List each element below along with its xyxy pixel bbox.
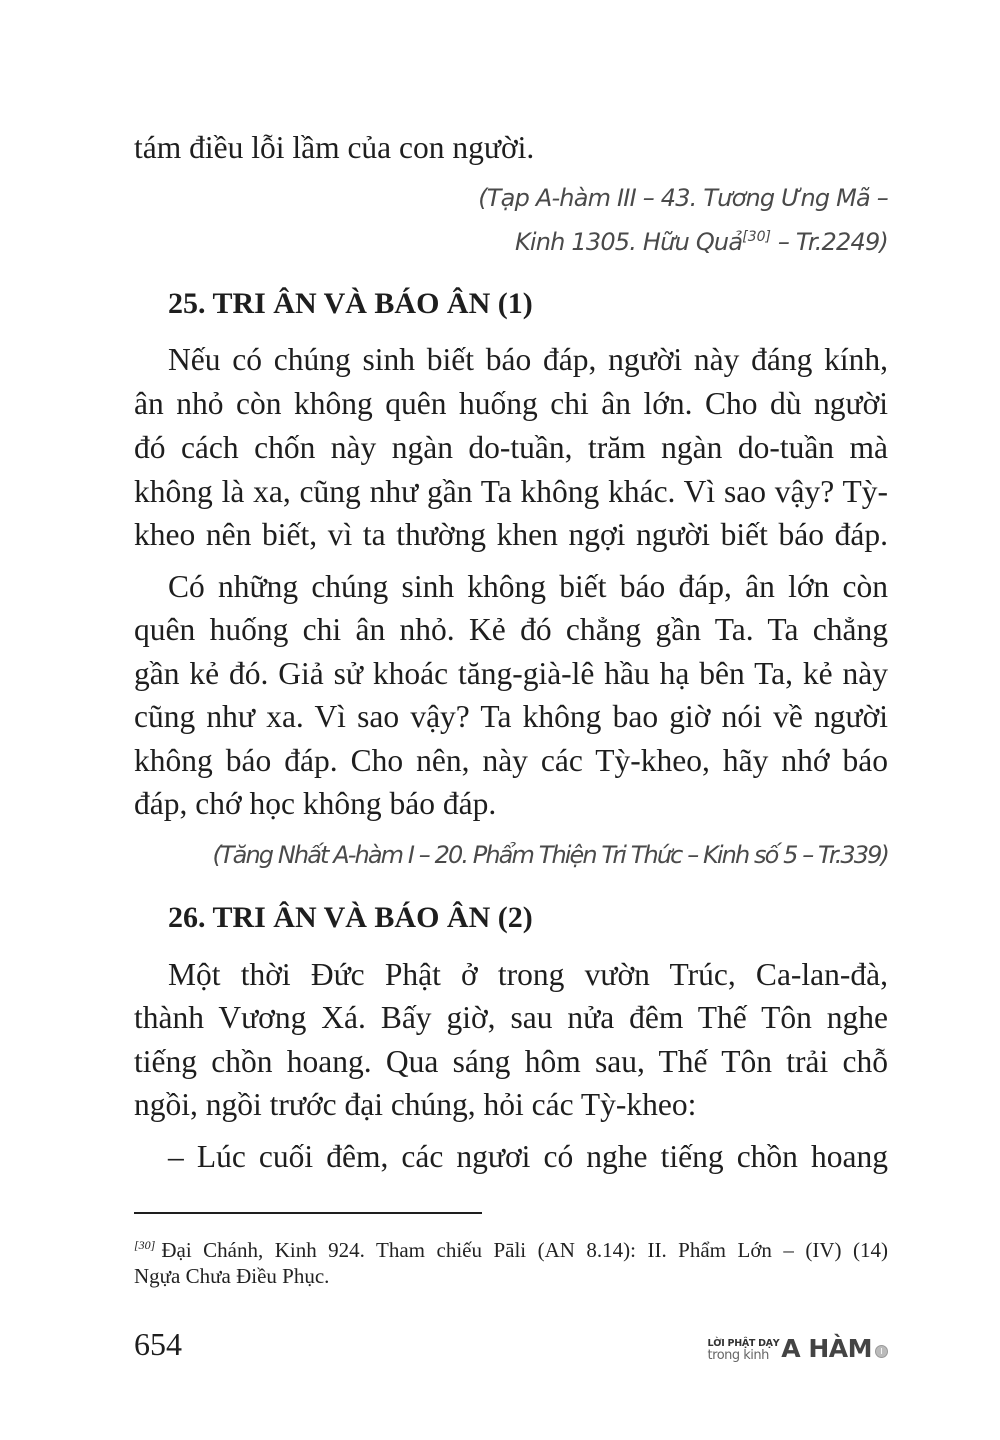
brand-subtitle (708, 1338, 780, 1362)
footnote-reference[interactable]: [30] (742, 229, 771, 245)
footnote-marker: [30] (134, 1238, 156, 1252)
paragraph-line: không báo đáp. Cho nên, này các Tỳ-kheo, hãy nhớ báo (134, 743, 888, 778)
book-brand-logo (708, 1330, 888, 1362)
paragraph-line: ân nhỏ còn không quên huống chi ân lớn. Cho dù người (134, 386, 888, 421)
section-25-citation: (Tăng Nhất A-hàm I – 20. Phẩm Thiện Tri Thức – Kinh số 5 – Tr.339) (212, 841, 888, 869)
footnote-line-1 (134, 1230, 888, 1265)
paragraph-line: Nếu có chúng sinh biết báo đáp, người này đáng kính, (168, 342, 888, 377)
paragraph-line: Có những chúng sinh không biết báo đáp, ân lớn còn (168, 569, 888, 604)
paragraph-line: cũng như xa. Vì sao vậy? Ta không bao giờ nói về người (134, 699, 888, 734)
paragraph-line: đáp, chớ học không báo đáp. (134, 786, 497, 821)
footnote-line-2: Ngựa Chưa Điều Phục. (134, 1264, 330, 1288)
footnote-divider (134, 1212, 482, 1214)
intro-line: tám điều lỗi lầm của con người. (134, 130, 535, 165)
paragraph-line: kheo nên biết, vì ta thường khen ngợi người biết báo đáp. (134, 517, 888, 552)
brand-title: A HÀM (781, 1334, 872, 1363)
paragraph-line: quên huống chi ân nhỏ. Kẻ đó chẳng gần Ta. Ta chẳng (134, 612, 888, 647)
paragraph-line: gần kẻ đó. Giả sử khoác tăng-già-lê hầu hạ bên Ta, kẻ này (134, 656, 888, 691)
paragraph-line: Một thời Đức Phật ở trong vườn Trúc, Ca-lan-đà, (168, 957, 888, 992)
section-25-heading: 25. TRI ÂN VÀ BÁO ÂN (1) (168, 287, 533, 320)
citation-1-text: Kinh 1305. Hữu Quả (514, 228, 743, 256)
section-26-heading: 26. TRI ÂN VÀ BÁO ÂN (2) (168, 901, 533, 934)
citation-1-page: – Tr.2249) (771, 228, 888, 256)
volume-badge-icon: I (875, 1345, 888, 1358)
citation-1-line-2 (515, 220, 888, 259)
section-26-dialogue: – Lúc cuối đêm, các ngươi có nghe tiếng chồn hoang (168, 1139, 888, 1174)
paragraph-line: tiếng chồn hoang. Qua sáng hôm sau, Thế Tôn trải chỗ (134, 1044, 888, 1079)
brand-top-text: LỜI PHẬT DẠY (707, 1338, 780, 1349)
brand-bottom-text: trong kinh (707, 1348, 769, 1363)
paragraph-line: đó cách chốn này ngàn do-tuần, trăm ngàn do-tuần mà (134, 430, 888, 465)
paragraph-line: ngồi, ngồi trước đại chúng, hỏi các Tỳ-kheo: (134, 1087, 697, 1122)
page-number: 654 (134, 1326, 182, 1362)
paragraph-line: không là xa, cũng như gần Ta không khác. Vì sao vậy? Tỳ- (134, 474, 888, 509)
citation-1-line-1: (Tạp A-hàm III – 43. Tương Ưng Mã – (478, 184, 888, 212)
footnote-text: Đại Chánh, Kinh 924. Tham chiếu Pāli (AN 8.14): II. Phẩm Lớn – (IV) (14) (161, 1238, 888, 1262)
paragraph-line: thành Vương Xá. Bấy giờ, sau nửa đêm Thế Tôn nghe (134, 1000, 888, 1035)
